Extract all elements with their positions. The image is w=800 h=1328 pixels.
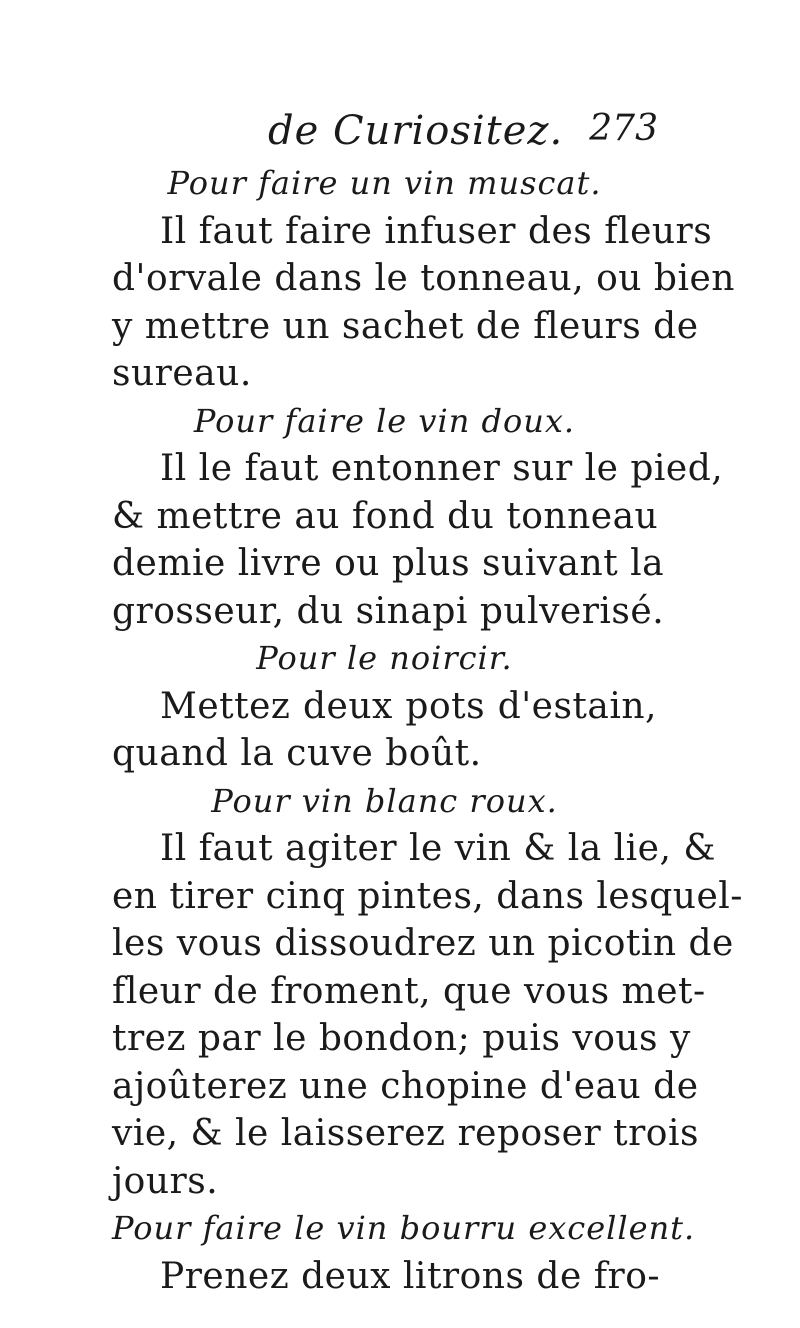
page-header bbox=[268, 108, 658, 158]
text-line: Prenez deux litrons de fro- bbox=[160, 1255, 661, 1297]
text-line: demie livre ou plus suivant la bbox=[112, 543, 665, 584]
text-line: fleur de froment, que vous met- bbox=[112, 970, 706, 1012]
text-line: sureau. bbox=[112, 353, 252, 394]
text-line: Il faut agiter le vin & la lie, & bbox=[160, 828, 716, 869]
text-line: vie, & le laisserez reposer trois bbox=[112, 1113, 699, 1154]
recipe-heading-muscat: Pour faire un vin muscat. bbox=[167, 164, 602, 202]
body-text bbox=[112, 160, 743, 1300]
text-line: y mettre un sachet de fleurs de bbox=[112, 305, 699, 347]
recipe-heading-vin-bourru: Pour faire le vin bourru excellent. bbox=[112, 1209, 696, 1247]
text-line: jours. bbox=[112, 1160, 219, 1202]
text-line: d'orvale dans le tonneau, ou bien bbox=[112, 258, 735, 299]
text-line: & mettre au fond du tonneau bbox=[112, 495, 659, 537]
page-number: 273 bbox=[589, 108, 658, 149]
text-line: quand la cuve boût. bbox=[112, 733, 482, 774]
recipe-heading-vin-doux: Pour faire le vin doux. bbox=[193, 401, 576, 440]
running-head: de Curiositez. bbox=[268, 108, 564, 154]
recipe-heading-vin-blanc-roux: Pour vin blanc roux. bbox=[211, 781, 558, 820]
text-line: en tirer cinq pintes, dans lesquel- bbox=[112, 875, 743, 917]
text-line: grosseur, du sinapi pulverisé. bbox=[112, 590, 665, 632]
text-line: Il faut faire infuser des fleurs bbox=[160, 210, 713, 252]
text-line: trez par le bondon; puis vous y bbox=[112, 1018, 691, 1059]
text-line: les vous dissoudrez un picotin de bbox=[112, 923, 734, 964]
text-line: Mettez deux pots d'estain, bbox=[160, 685, 657, 727]
text-line: ajoûterez une chopine d'eau de bbox=[112, 1065, 699, 1107]
recipe-heading-noircir: Pour le noircir. bbox=[256, 639, 513, 677]
text-line: Il le faut entonner sur le pied, bbox=[160, 448, 724, 489]
